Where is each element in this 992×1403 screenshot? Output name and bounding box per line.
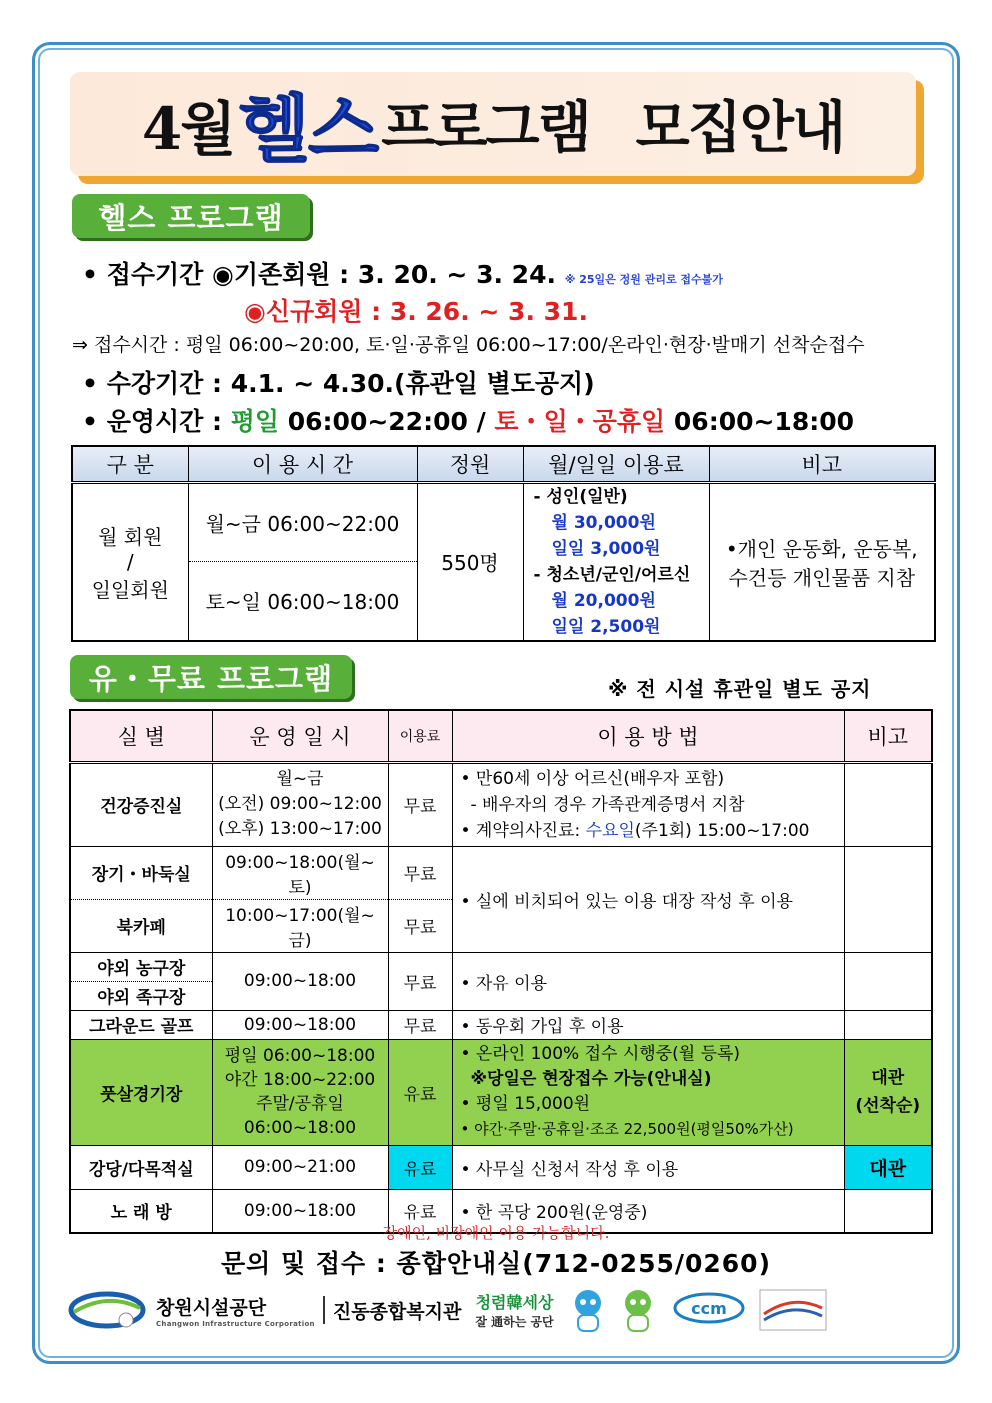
logo-bar (68, 1284, 938, 1336)
reception-line (82, 255, 723, 291)
reception-label: 접수기간 (106, 260, 204, 289)
health-section-tab: 헬스 프로그램 (72, 194, 310, 238)
existing-members: ◉기존회원 : 3. 20. ~ 3. 24. (212, 260, 556, 289)
slogan: 청렴韓세상 잘 通하는 공단 (475, 1293, 554, 1329)
table-row: 풋살경기장 평일 06:00~18:00 야간 18:00~22:00 주말/공휴일 06:00~18:00 유료 • 온라인 100% 접수 시행중(월 등록) ※당일은 현장접수 가능(안내실) • 평일 15,000원 • 야간·주말·공휴일·조조 22,500원(평일50%가산) 대관 (선착순) (70, 1039, 932, 1145)
new-members: ◉신규회원 : 3. 26. ~ 3. 31. (244, 297, 588, 326)
table-row: 야외 농구장 09:00~18:00 무료 • 자유 이용 (70, 952, 932, 981)
title-program: 프로그램 (381, 95, 590, 161)
mascot-blue-icon (568, 1287, 608, 1333)
time-weekday: 월~금 06:00~22:00 (188, 482, 417, 561)
corporation-logo-icon (68, 1290, 146, 1330)
op-label: 운영시간 : (106, 407, 223, 436)
page-title (70, 72, 916, 176)
health-table (71, 445, 936, 642)
org-name: 창원시설공단 Changwon Infrastructure Corporation (156, 1296, 315, 1328)
free-section-tab: 유・무료 프로그램 (70, 655, 352, 699)
table-row: 장기・바둑실 09:00~18:00(월~토) 무료 • 실에 비치되어 있는 이용 대장 작성 후 이용 (70, 846, 932, 899)
col-header: 이 용 시 간 (188, 446, 417, 482)
table-row: 강당/다목적실 09:00~21:00 유료 • 사무실 신청서 작성 후 이용 대관 (70, 1145, 932, 1189)
capacity-cell: 550명 (417, 482, 523, 641)
divider (323, 1296, 325, 1324)
col-header: 구 분 (72, 446, 188, 482)
col-header: 비고 (844, 710, 932, 762)
svg-text:ccm: ccm (690, 1299, 727, 1318)
certification-logo-icon (758, 1288, 828, 1332)
time-weekend: 토~일 06:00~18:00 (188, 561, 417, 640)
table-row: 북카페 10:00~17:00(월~금) 무료 (70, 899, 932, 952)
op-weekend: 토・일・공휴일 (494, 407, 666, 436)
op-weekday: 평일 (230, 407, 280, 436)
welfare-center-name: 진동종합복지관 (332, 1300, 462, 1323)
category-cell: 월 회원 / 일일회원 (72, 482, 188, 641)
title-recruit: 모집안내 (635, 95, 845, 161)
course-period-line (82, 364, 595, 400)
col-header: 이용료 (388, 710, 452, 762)
col-header: 월/일일 이용료 (523, 446, 709, 482)
reception-time: ⇒ 접수시간 : 평일 06:00~20:00, 토·일·공휴일 06:00~17:00/온라인·현장·발매기 선착순접수 (72, 334, 865, 356)
table-row: 그라운드 골프 09:00~18:00 무료 • 동우회 가입 후 이용 (70, 1010, 932, 1039)
col-header: 실 별 (70, 710, 212, 762)
col-header: 정원 (417, 446, 523, 482)
contact-info: 문의 및 접수 : 종합안내실(712-0255/0260) (220, 1249, 772, 1278)
note-cell: •개인 운동화, 운동복, 수건등 개인물품 지참 (709, 482, 935, 641)
col-header: 비고 (709, 446, 935, 482)
ccm-logo-icon (672, 1290, 746, 1330)
title-month: 4월 (141, 95, 235, 163)
facility-table (69, 709, 933, 1234)
op-weekday-time: 06:00~22:00 / (287, 407, 486, 436)
col-header: 이 용 방 법 (452, 710, 844, 762)
closure-notice: ※ 전 시설 휴관일 별도 공지 (608, 677, 872, 701)
existing-note: ※ 25일은 정원 관리로 접수불가 (564, 273, 723, 286)
fee-cell: - 성인(일반) 월 30,000원 일일 3,000원 - 청소년/군인/어르신 월 20,000원 일일 2,500원 (523, 482, 709, 641)
table-row: 노 래 방 09:00~18:00 유료 • 한 곡당 200원(운영중) (70, 1189, 932, 1233)
table-row: 야외 족구장 (70, 981, 932, 1010)
bullet: • (82, 260, 98, 289)
title-health: 헬스 (238, 87, 378, 173)
col-header: 운 영 일 시 (212, 710, 388, 762)
op-weekend-time: 06:00~18:00 (673, 407, 855, 436)
course-period: 수강기간 : 4.1. ~ 4.30.(휴관일 별도공지) (106, 369, 595, 398)
bullet: • (82, 407, 98, 436)
operating-hours-line (82, 402, 854, 438)
bullet: • (82, 369, 98, 398)
accessibility-note: 장애인, 비장애인 이용 가능합니다. (382, 1224, 610, 1242)
table-row: 건강증진실 월~금 (오전) 09:00~12:00 (오후) 13:00~17:00 무료 • 만60세 이상 어르신(배우자 포함) - 배우자의 경우 가족관계증명서 지참 • 계약의사진료: 수요일(주1회) 15:00~17:00 (70, 762, 932, 846)
mascot-green-icon (618, 1287, 658, 1333)
